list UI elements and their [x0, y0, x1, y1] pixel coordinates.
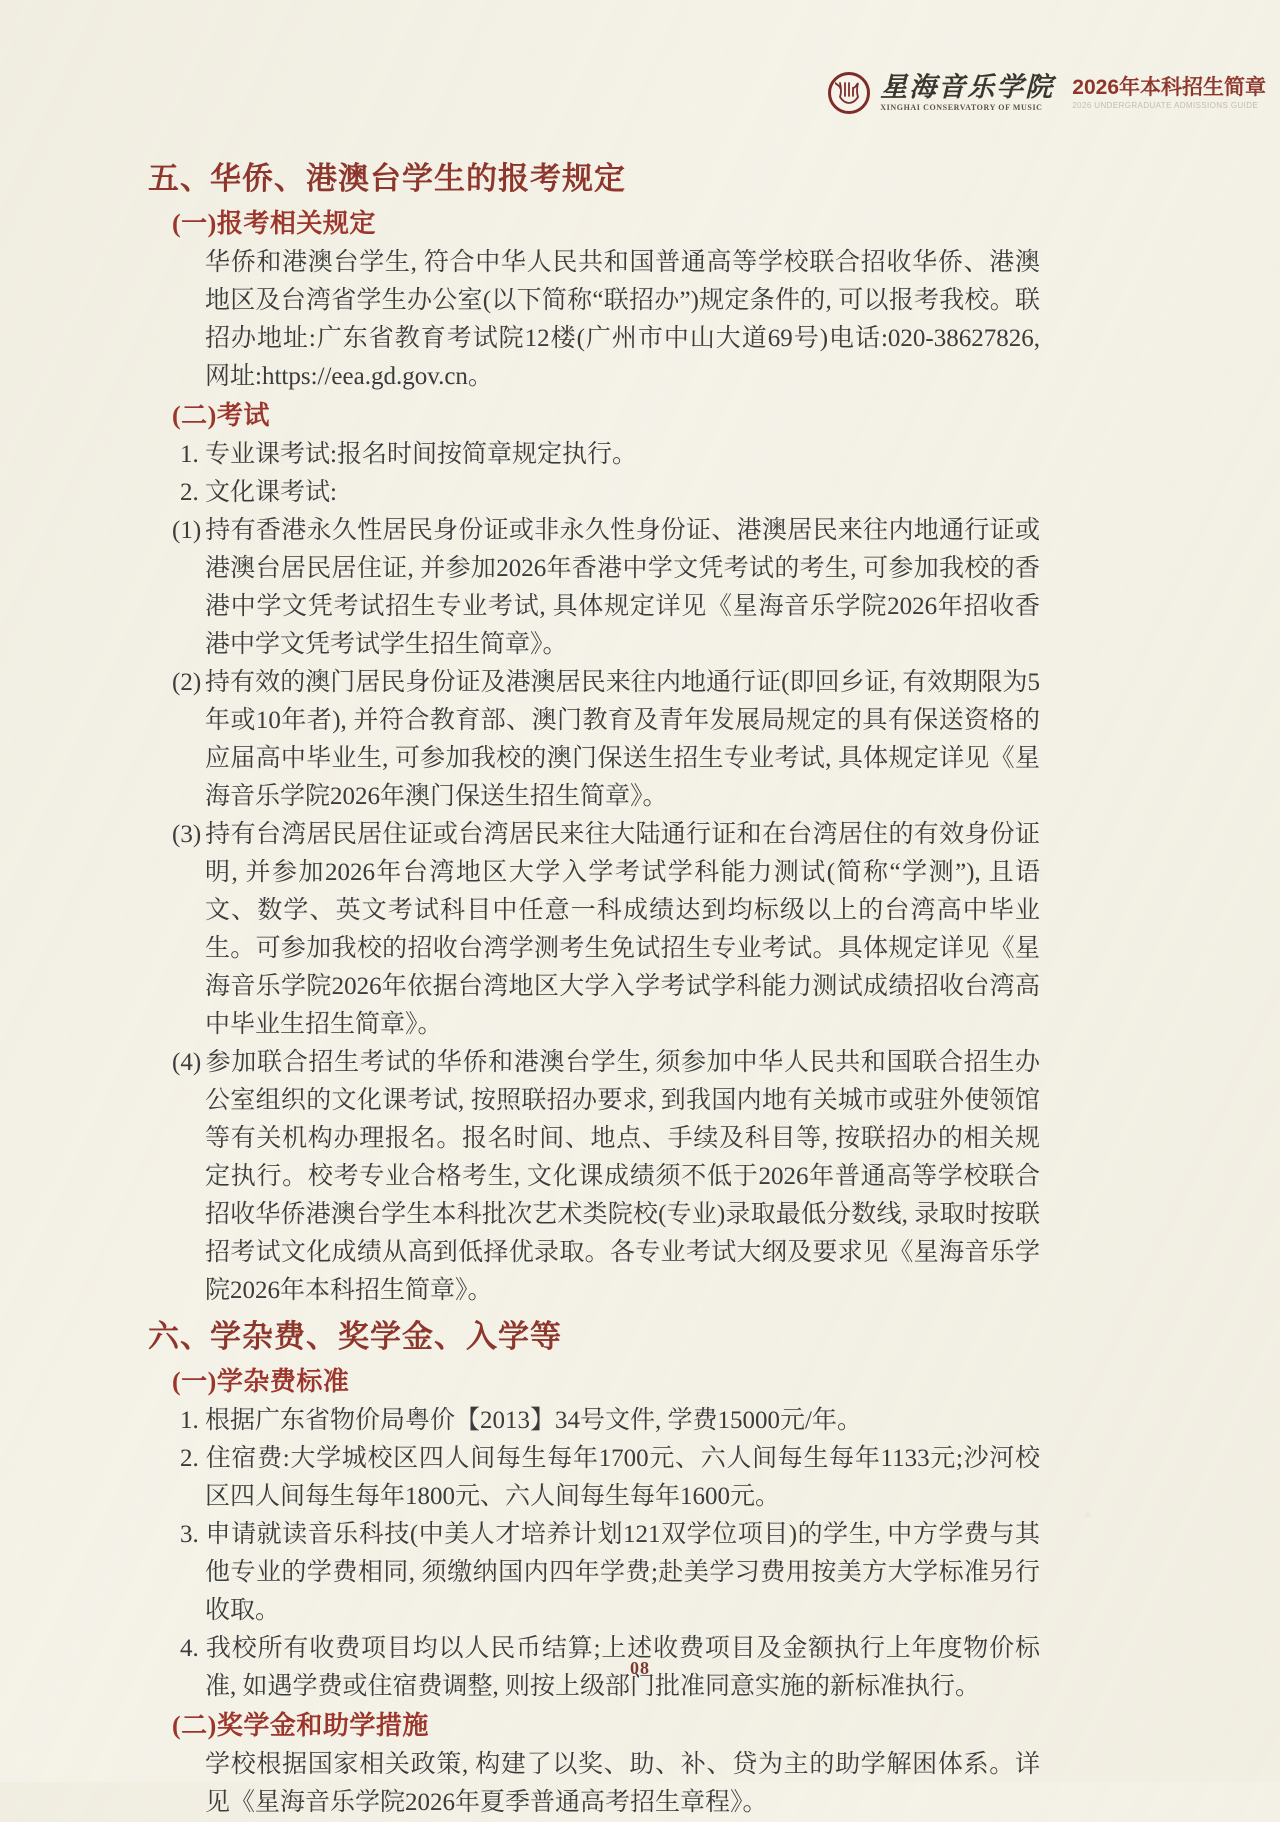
page-header	[828, 72, 1266, 114]
list-item-text: 申请就读音乐科技(中美人才培养计划121双学位项目)的学生, 中方学费与其他专业的学费相同, 须缴纳国内四年学费;赴美学习费用按美方大学标准另行收取。	[205, 1521, 1040, 1624]
page-footer	[0, 1658, 1280, 1679]
section-title-text: 华侨、港澳台学生的报考规定	[210, 161, 626, 196]
list-item	[172, 1044, 1040, 1310]
section-number: 六、	[148, 1319, 212, 1354]
list-item	[172, 512, 1040, 664]
section-number: 五、	[148, 161, 212, 196]
list-item	[172, 1516, 1040, 1630]
document-body	[148, 158, 1040, 1822]
list-item-marker: (3)	[172, 821, 202, 848]
lyre-icon	[835, 79, 863, 107]
list-item-text: 学校根据国家相关政策, 构建了以奖、助、补、贷为主的助学解困体系。详见《星海音乐学院2026年夏季普通高考招生章程》。	[205, 1751, 1040, 1816]
guide-title-en: 2026 UNDERGRADUATE ADMISSIONS GUIDE	[1072, 100, 1259, 110]
list-item-text: 专业课考试:报名时间按简章规定执行。	[205, 441, 637, 468]
list-item-marker: 2.	[180, 1445, 199, 1472]
list-item	[172, 474, 1040, 512]
list-item-marker: 3.	[180, 1521, 199, 1548]
list-item-text: 住宿费:大学城校区四人间每生每年1700元、六人间每生每年1133元;沙河校区四人间每生每年1800元、六人间每生每年1600元。	[205, 1445, 1040, 1510]
list-item	[172, 1402, 1040, 1440]
school-logo-icon	[828, 72, 870, 114]
guide-title	[1072, 76, 1266, 111]
list-item-marker: 2.	[180, 479, 199, 506]
list-item	[172, 664, 1040, 816]
list-item-text: 参加联合招生考试的华侨和港澳台学生, 须参加中华人民共和国联合招生办公室组织的文化课考试, 按照联招办要求, 到我国内地有关城市或驻外使领馆等有关机构办理报名。报名时间、地点、手续及科目等, 按联招办的相关规定执行。校考专业合格考生, 文化课成绩须不低于2026年普通高等学校联合招收华侨港澳台学生本科批次艺术类院校(专业)录取最低分数线, 录取时按联招考试文化成绩从高到低择优录取。各专业考试大纲及要求见《星海音乐学院2026年本科招生简章》。	[205, 1049, 1040, 1304]
subsection-heading: (二)考试	[172, 401, 270, 430]
list-item-marker: (1)	[172, 517, 202, 544]
school-name	[880, 73, 1054, 113]
subsection-heading: (二)奖学金和助学措施	[172, 1711, 429, 1740]
list-item-marker: 1.	[180, 441, 199, 468]
list-item	[172, 816, 1040, 1044]
list-item-text: 文化课考试:	[205, 479, 337, 506]
paragraph	[172, 1746, 1040, 1822]
section-title	[148, 1316, 1016, 1358]
list-item-text: 持有台湾居民居住证或台湾居民来往大陆通行证和在台湾居住的有效身份证明, 并参加2026年台湾地区大学入学考试学科能力测试(简称“学测”), 且语文、数学、英文考试科目中任意一科成绩达到均标级以上的台湾高中毕业生。可参加我校的招收台湾学测考生免试招生专业考试。具体规定详见《星海音乐学院2026年依据台湾地区大学入学考试学科能力测试成绩招收台湾高中毕业生招生简章》。	[205, 821, 1040, 1038]
paragraph	[172, 244, 1040, 396]
list-item-text: 我校所有收费项目均以人民币结算;上述收费项目及金额执行上年度物价标准, 如遇学费或住宿费调整, 则按上级部门批准同意实施的新标准执行。	[205, 1635, 1040, 1700]
school-name-en: XINGHAI CONSERVATORY OF MUSIC	[880, 103, 1043, 113]
list-item-text: 持有香港永久性居民身份证或非永久性身份证、港澳居民来往内地通行证或港澳台居民居住证, 并参加2026年香港中学文凭考试的考生, 可参加我校的香港中学文凭考试招生专业考试, 具体规定详见《星海音乐学院2026年招收香港中学文凭考试学生招生简章》。	[205, 517, 1040, 658]
guide-title-cn: 2026年本科招生简章	[1072, 75, 1266, 99]
page-number: 08	[630, 1658, 650, 1678]
list-item-text: 持有效的澳门居民身份证及港澳居民来往内地通行证(即回乡证, 有效期限为5年或10年者), 并符合教育部、澳门教育及青年发展局规定的具有保送资格的应届高中毕业生, 可参加我校的澳门保送生招生专业考试, 具体规定详见《星海音乐学院2026年澳门保送生招生简章》。	[205, 669, 1040, 810]
list-item-marker: 4.	[180, 1635, 199, 1662]
list-item-text: 根据广东省物价局粤价【2013】34号文件, 学费15000元/年。	[205, 1407, 862, 1434]
school-name-cn: 星海音乐学院	[880, 72, 1055, 103]
list-item-marker: (4)	[172, 1049, 202, 1076]
subsection-heading: (一)学杂费标准	[172, 1367, 350, 1396]
subsection-heading: (一)报考相关规定	[172, 209, 376, 238]
list-item	[172, 436, 1040, 474]
list-item-marker: (2)	[172, 669, 202, 696]
list-item-marker: 1.	[180, 1407, 199, 1434]
section-title-text: 学杂费、奖学金、入学等	[210, 1319, 562, 1354]
list-item-text: 华侨和港澳台学生, 符合中华人民共和国普通高等学校联合招收华侨、港澳地区及台湾省学生办公室(以下简称“联招办”)规定条件的, 可以报考我校。联招办地址:广东省教育考试院12楼(广州市中山大道69号)电话:020-38627826, 网址:https://eea.gd.gov.cn。	[205, 249, 1040, 390]
section-title	[148, 158, 1016, 200]
list-item	[172, 1440, 1040, 1516]
